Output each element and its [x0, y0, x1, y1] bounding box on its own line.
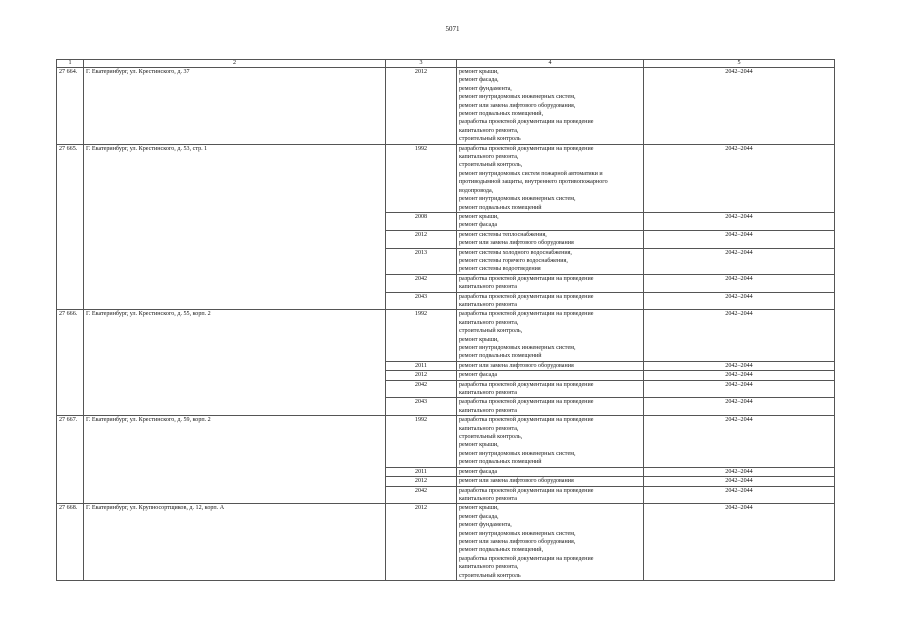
period-cell: 2042–2044: [644, 212, 835, 230]
period-cell: 2042–2044: [644, 398, 835, 416]
work-item: ремонт внутридомовых инженерных систем,: [459, 530, 576, 537]
work-item: разработка проектной документации на проведение: [459, 145, 594, 152]
works-cell: [457, 477, 644, 486]
work-item: ремонт системы водоотведения: [459, 266, 541, 273]
work-item: разработка проектной документации на проведение: [459, 293, 594, 300]
work-item: капитального ремонта: [459, 495, 517, 502]
work-item: водопровода,: [459, 187, 494, 194]
work-item: ремонт системы холодного водоснабжения,: [459, 249, 572, 256]
work-item: строительный контроль: [459, 572, 521, 579]
header-cell-2: 2: [84, 60, 386, 68]
period-cell: 2042–2044: [644, 504, 835, 581]
works-cell: [457, 361, 644, 370]
work-item: капитального ремонта: [459, 284, 517, 291]
work-item: ремонт внутридомовых инженерных систем,: [459, 94, 576, 101]
work-item: разработка проектной документации на проведение: [459, 275, 594, 282]
work-item: ремонт фундамента,: [459, 522, 512, 529]
work-item: ремонт подвальных помещений: [459, 204, 542, 211]
repair-schedule-table: [56, 59, 835, 581]
period-cell: 2042–2044: [644, 486, 835, 504]
period-cell: 2042–2044: [644, 248, 835, 274]
work-item: ремонт фасада: [459, 222, 498, 229]
period-cell: 2042–2044: [644, 416, 835, 467]
year-cell: 1992: [386, 310, 457, 361]
work-item: строительный контроль,: [459, 328, 523, 335]
header-row: [57, 60, 835, 68]
work-item: ремонт фундамента,: [459, 85, 512, 92]
work-item: капитального ремонта: [459, 407, 517, 414]
work-item: ремонт подвальных помещений,: [459, 547, 544, 554]
work-item: разработка проектной документации на проведение: [459, 399, 594, 406]
works-cell: [457, 504, 644, 581]
work-item: капитального ремонта: [459, 390, 517, 397]
header-cell-5: 5: [644, 60, 835, 68]
work-item: ремонт или замена лифтового оборудования: [459, 362, 574, 369]
work-item: капитального ремонта,: [459, 425, 519, 432]
works-cell: [457, 371, 644, 380]
year-cell: 2012: [386, 230, 457, 248]
works-cell: [457, 486, 644, 504]
header-cell-4: 4: [457, 60, 644, 68]
object-address: Г. Екатеринбург, ул. Крестинского, д. 55, корп. 2: [84, 310, 386, 416]
year-cell: 2042: [386, 380, 457, 398]
period-cell: 2042–2044: [644, 467, 835, 476]
year-cell: 2043: [386, 398, 457, 416]
year-cell: 2043: [386, 292, 457, 310]
period-cell: 2042–2044: [644, 380, 835, 398]
work-item: ремонт или замена лифтового оборудования,: [459, 102, 576, 109]
period-cell: 2042–2044: [644, 310, 835, 361]
work-item: ремонт крыши,: [459, 505, 499, 512]
object-number: 27 665.: [57, 144, 84, 310]
works-cell: [457, 212, 644, 230]
work-item: ремонт внутридомовых инженерных систем,: [459, 450, 576, 457]
year-cell: 2042: [386, 274, 457, 292]
works-cell: [457, 292, 644, 310]
object-address: Г. Екатеринбург, ул. Крестинского, д. 37: [84, 68, 386, 145]
works-cell: [457, 230, 644, 248]
work-item: ремонт крыши,: [459, 336, 499, 343]
work-item: ремонт внутридомовых инженерных систем,: [459, 345, 576, 351]
work-item: ремонт крыши,: [459, 442, 499, 449]
works-cell: [457, 416, 644, 467]
works-cell: [457, 248, 644, 274]
work-item: ремонт системы горячего водоснабжения,: [459, 257, 568, 264]
table-row: [57, 310, 835, 361]
work-item: ремонт подвальных помещений: [459, 353, 542, 360]
work-item: ремонт внутридомовых инженерных систем,: [459, 196, 576, 203]
work-item: ремонт или замена лифтового оборудования: [459, 240, 574, 247]
work-item: разработка проектной документации на проведение: [459, 417, 594, 424]
year-cell: 2012: [386, 68, 457, 145]
work-item: ремонт системы теплоснабжения,: [459, 231, 547, 238]
work-item: ремонт фасада,: [459, 77, 499, 84]
period-cell: 2042–2044: [644, 144, 835, 212]
table-row: [57, 144, 835, 212]
object-number: 27 668.: [57, 504, 84, 581]
work-item: противодымной защиты, внутреннего противопожарного: [459, 179, 608, 186]
period-cell: 2042–2044: [644, 371, 835, 380]
year-cell: 2011: [386, 361, 457, 370]
works-cell: [457, 68, 644, 145]
works-cell: [457, 398, 644, 416]
work-item: строительный контроль,: [459, 434, 523, 441]
work-item: ремонт крыши,: [459, 213, 499, 220]
object-address: Г. Екатеринбург, ул. Крестинского, д. 53, стр. 1: [84, 144, 386, 310]
work-item: ремонт подвальных помещений: [459, 459, 542, 466]
work-item: строительный контроль,: [459, 162, 523, 169]
table-row: [57, 416, 835, 467]
works-cell: [457, 144, 644, 212]
works-cell: [457, 310, 644, 361]
work-item: капитального ремонта,: [459, 564, 519, 571]
work-item: ремонт или замена лифтового оборудования: [459, 478, 574, 485]
period-cell: 2042–2044: [644, 274, 835, 292]
year-cell: 1992: [386, 416, 457, 467]
work-item: ремонт фасада: [459, 468, 498, 475]
work-item: ремонт фасада: [459, 372, 498, 379]
work-item: разработка проектной документации на проведение: [459, 119, 594, 126]
work-item: капитального ремонта,: [459, 154, 519, 161]
work-item: капитального ремонта,: [459, 319, 519, 326]
work-item: ремонт фасада,: [459, 513, 499, 520]
works-cell: [457, 467, 644, 476]
year-cell: 2008: [386, 212, 457, 230]
table-row: [57, 504, 835, 581]
year-cell: 2012: [386, 504, 457, 581]
work-item: ремонт или замена лифтового оборудования,: [459, 538, 576, 545]
work-item: разработка проектной документации на проведение: [459, 311, 594, 318]
work-item: строительный контроль: [459, 136, 521, 143]
page-number: 5071: [445, 25, 460, 33]
work-item: капитального ремонта,: [459, 127, 519, 134]
year-cell: 2011: [386, 467, 457, 476]
period-cell: 2042–2044: [644, 68, 835, 145]
header-cell-1: 1: [57, 60, 84, 68]
works-cell: [457, 380, 644, 398]
object-address: Г. Екатеринбург, ул. Крестинского, д. 59, корп. 2: [84, 416, 386, 504]
year-cell: 2042: [386, 486, 457, 504]
object-number: 27 667.: [57, 416, 84, 504]
year-cell: 2012: [386, 477, 457, 486]
period-cell: 2042–2044: [644, 361, 835, 370]
year-cell: 2013: [386, 248, 457, 274]
year-cell: 2012: [386, 371, 457, 380]
work-item: разработка проектной документации на проведение: [459, 381, 594, 388]
table-row: [57, 68, 835, 145]
work-item: ремонт подвальных помещений,: [459, 111, 544, 118]
works-cell: [457, 274, 644, 292]
work-item: капитального ремонта: [459, 301, 517, 308]
object-number: 27 666.: [57, 310, 84, 416]
work-item: разработка проектной документации на проведение: [459, 555, 594, 562]
header-cell-3: 3: [386, 60, 457, 68]
work-item: ремонт внутридомовых систем пожарной автоматики и: [459, 170, 603, 177]
period-cell: 2042–2044: [644, 230, 835, 248]
period-cell: 2042–2044: [644, 292, 835, 310]
work-item: разработка проектной документации на проведение: [459, 487, 594, 494]
object-address: Г. Екатеринбург, ул. Крупносортщиков, д. 12, корп. А: [84, 504, 386, 581]
work-item: ремонт крыши,: [459, 69, 499, 75]
year-cell: 1992: [386, 144, 457, 212]
period-cell: 2042–2044: [644, 477, 835, 486]
object-number: 27 664.: [57, 68, 84, 145]
